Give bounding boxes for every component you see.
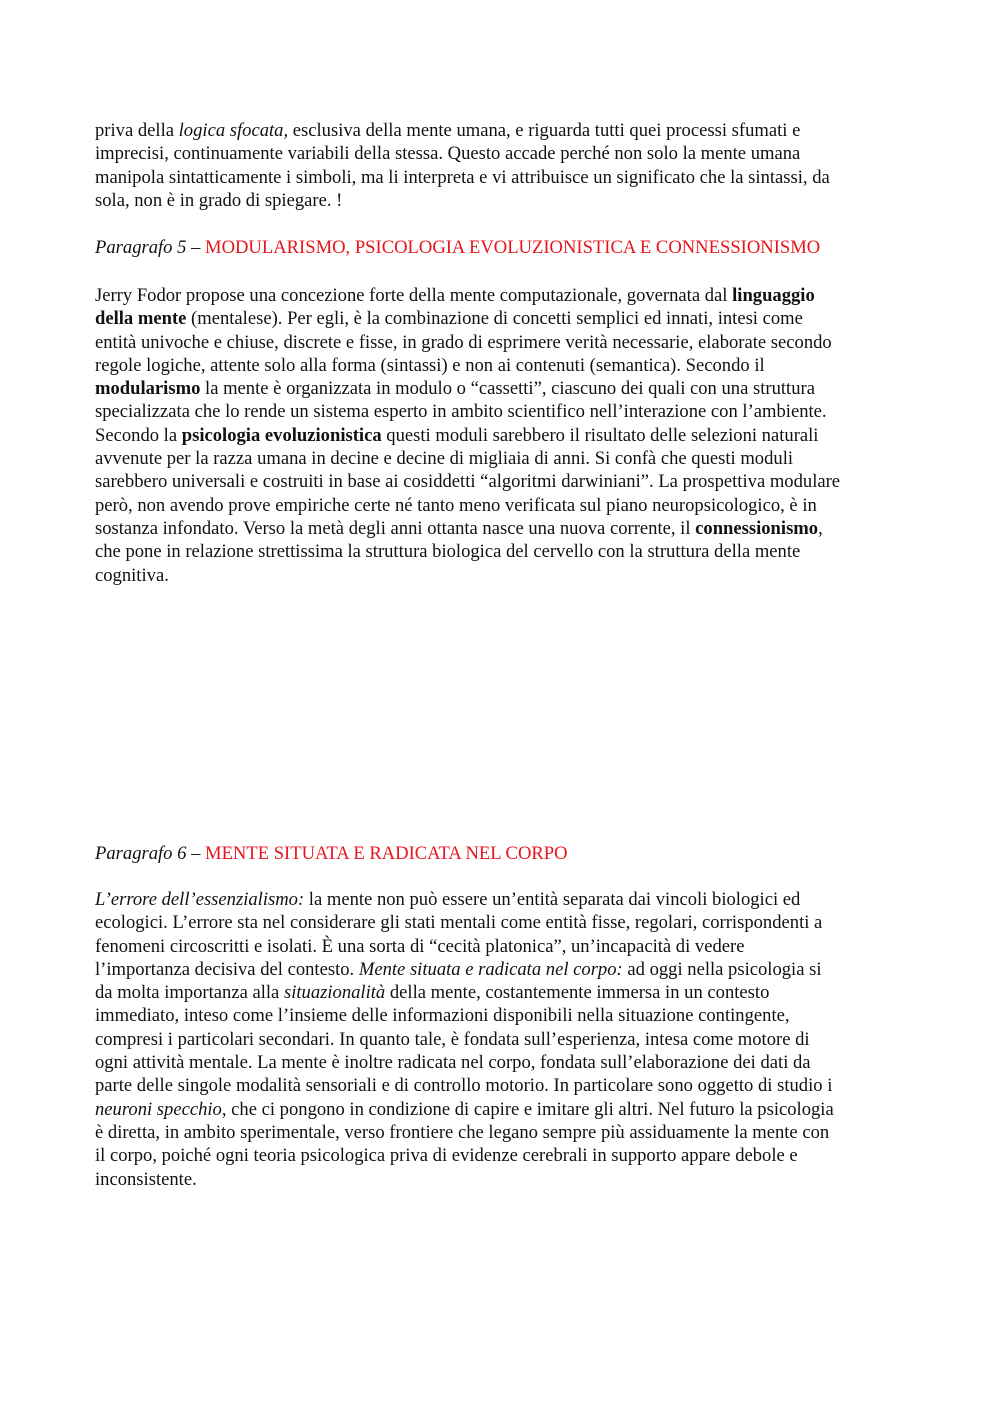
text-line: avvenute per la razza umana in decine e decine di migliaia di anni. Si confà che questi moduli — [95, 448, 794, 470]
intro-paragraph — [95, 119, 907, 212]
text-line: della mente (mentalese). Per egli, è la combinazione di concetti semplici ed innati, intesi come — [95, 308, 803, 330]
text-line: imprecisi, continuamente variabili della stessa. Questo accade perché non solo la mente umana — [95, 143, 801, 165]
text-line: da molta importanza alla situazionalità della mente, costantemente immersa in un contesto — [95, 982, 770, 1004]
section-5-paragraph — [95, 284, 907, 587]
bold-term: modularismo — [95, 378, 201, 400]
text-line: ecologici. L’errore sta nel considerare gli stati mentali come entità fisse, regolari, corrispondenti a — [95, 912, 823, 934]
text-line: inconsistente. — [95, 1168, 197, 1190]
bold-term: psicologia evoluzionistica — [181, 424, 382, 446]
text-line: sola, non è in grado di spiegare. ! — [95, 189, 343, 211]
text-line: manipola sintatticamente i simboli, ma li interpreta e vi attribuisce un significato che la sintassi, da — [95, 166, 830, 188]
text-line: L’errore dell’essenzialismo: la mente non può essere un’entità separata dai vincoli biologici ed — [95, 889, 801, 910]
text-line: è diretta, in ambito sperimentale, verso frontiere che legano sempre più assiduamente la mente con — [95, 1121, 830, 1143]
section-5-label: Paragrafo 5 — [95, 237, 187, 258]
text-line: priva della logica sfocata, esclusiva della mente umana, e riguarda tutti quei processi sfumati e — [95, 120, 801, 141]
text-line: compresi i particolari secondari. In quanto tale, è fondata sull’esperienza, intesa come motore di — [95, 1028, 810, 1050]
section-6-title: MENTE SITUATA E RADICATA NEL CORPO — [205, 843, 568, 864]
bold-term: connessionismo — [695, 517, 819, 539]
text-line: però, non avendo prove empiriche certe né tanto meno verificata sul piano neuropsicologico, è in — [95, 494, 817, 516]
italic-term: neuroni specchio — [95, 1098, 222, 1120]
section-5-heading: Paragrafo 5 – MODULARISMO, PSICOLOGIA EVOLUZIONISTICA E CONNESSIONISMO — [95, 237, 821, 258]
section-6-label: Paragrafo 6 — [95, 843, 187, 864]
text-line: neuroni specchio, che ci pongono in condizione di capire e imitare gli altri. Nel futuro la psicologia — [95, 1098, 834, 1120]
text-line: modularismo la mente è organizzata in modulo o “cassetti”, ciascuno dei quali con una struttura — [95, 378, 815, 400]
text-line: Jerry Fodor propose una concezione forte della mente computazionale, governata dal linguaggio — [95, 285, 815, 306]
text-line: sarebbero universali e costruiti in base ai cosiddetti “algoritmi darwiniani”. La prospettiva modulare — [95, 471, 841, 493]
text-line: sostanza infondato. Verso la metà degli anni ottanta nasce una nuova corrente, il connessionismo, — [95, 517, 823, 539]
text-line: Secondo la psicologia evoluzionistica questi moduli sarebbero il risultato delle selezioni naturali — [95, 424, 819, 446]
text-line: entità univoche e chiuse, discrete e fisse, in grado di esprimere verità necessarie, elaborate secondo — [95, 331, 832, 353]
text-line: l’importanza decisiva del contesto. Mente situata e radicata nel corpo: ad oggi nella psicologia si — [95, 958, 822, 980]
text-line: fenomeni circoscritti e isolati. È una sorta di “cecità platonica”, un’incapacità di vedere — [95, 935, 745, 957]
italic-term: L’errore dell’essenzialismo: — [95, 889, 305, 910]
text-line: specializzata che lo rende un sistema esperto in ambito scientifico nell’interazione con l’ambiente. — [95, 401, 827, 423]
text-line: il corpo, poiché ogni teoria psicologica priva di evidenze cerebrali in supporto appare debole e — [95, 1145, 798, 1167]
bold-term: della mente — [95, 308, 187, 330]
section-6-heading: Paragrafo 6 – MENTE SITUATA E RADICATA NEL CORPO — [95, 843, 568, 864]
text-line: immediato, inteso come l’insieme delle informazioni disponibili nella situazione contingente, — [95, 1005, 790, 1027]
text-line: che pone in relazione strettissima la struttura biologica del cervello con la struttura della mente — [95, 541, 801, 563]
section-5-title: MODULARISMO, PSICOLOGIA EVOLUZIONISTICA E CONNESSIONISMO — [205, 237, 821, 258]
bold-term: linguaggio — [732, 285, 815, 306]
italic-term: logica sfocata, — [178, 120, 289, 141]
italic-term: situazionalità — [283, 982, 386, 1004]
italic-term: Mente situata e radicata nel corpo: — [358, 958, 623, 980]
text-line: ogni attività mentale. La mente è inoltre radicata nel corpo, fondata sull’elaborazione dei dati da — [95, 1052, 811, 1074]
text-line: cognitiva. — [95, 564, 169, 586]
section-6-paragraph — [95, 888, 907, 1191]
text-line: parte delle singole modalità sensoriali e di controllo motorio. In particolare sono oggetto di studio i — [95, 1075, 833, 1097]
text-line: regole logiche, attente solo alla forma (sintassi) e non ai contenuti (semantica). Secondo il — [95, 354, 765, 376]
